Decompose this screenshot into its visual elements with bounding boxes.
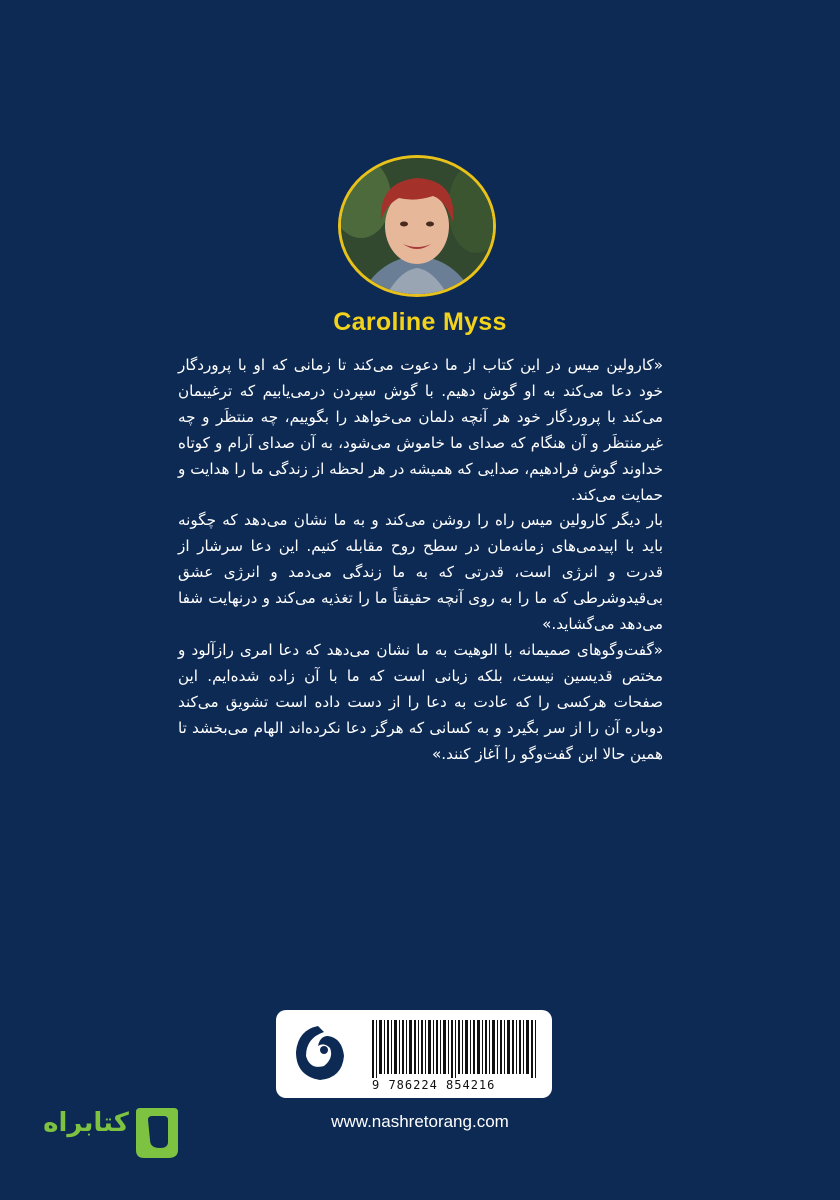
- blurb-paragraph-2: بار دیگر کارولین میس راه را روشن می‌کند و به ما نشان می‌دهد که چگونه باید با اپیدمی‌های زمانه‌مان در سطح روح مقابله کنیم. این دعا سرشار از قدرت و انرژی است، قدرتی که به ما زندگی می‌دمد و انرژی عشق بی‌قیدوشرطی که ما را به روی آنچه حقیقتاً ما را تغذیه می‌کند و درنهایت شفا می‌دهد می‌گشاید.»: [178, 511, 663, 634]
- isbn-digits: 9 786224 854216: [372, 1078, 496, 1092]
- blurb-paragraph-1: «کارولین میس در این کتاب از ما دعوت می‌کند تا زمانی که او با پروردگار خود دعا می‌کند به او گوش دهیم. با گوش سپردن درمی‌یابیم که ترغیبمان می‌کند با پروردگار خود هر آنچه دلمان می‌خواهد را بگوییم، چه منتظَر و چه غیرمنتظَر و آن هنگام که صدای ما خاموش می‌شود، به آن صدای آرام و کوتاه خداوند گوش فرادهیم، صدایی که همیشه در هر لحظه از زندگی ما را هدایت و حمایت می‌کند.: [178, 356, 663, 504]
- blurb-paragraph-3: «گفت‌وگوهای صمیمانه با الوهیت به ما نشان می‌دهد که دعا امری رازآلود و مختص قدیسین نیست، بلکه زبانی است که ما با آن زاده شده‌ایم. این صفحات هرکسی را که عادت به دعا را از دست داده است تشویق می‌کند دوباره آن را از سر بگیرد و به کسانی که هرگز دعا نکرده‌اند الهام می‌بخشد تا همین حالا این گفت‌وگو را آغاز کنند.»: [178, 640, 663, 763]
- publisher-website: www.nashretorang.com: [331, 1112, 509, 1131]
- author-name: Caroline Myss: [333, 308, 507, 336]
- back-cover-blurb: [178, 353, 663, 768]
- author-portrait: [338, 155, 496, 297]
- author-photo-icon: [341, 158, 493, 294]
- barcode-panel: [276, 1010, 552, 1098]
- ketabrah-logo-text: کتابراه: [43, 1108, 129, 1138]
- ketabrah-book-icon: [40, 1100, 180, 1170]
- ketabrah-logo: [40, 1100, 180, 1170]
